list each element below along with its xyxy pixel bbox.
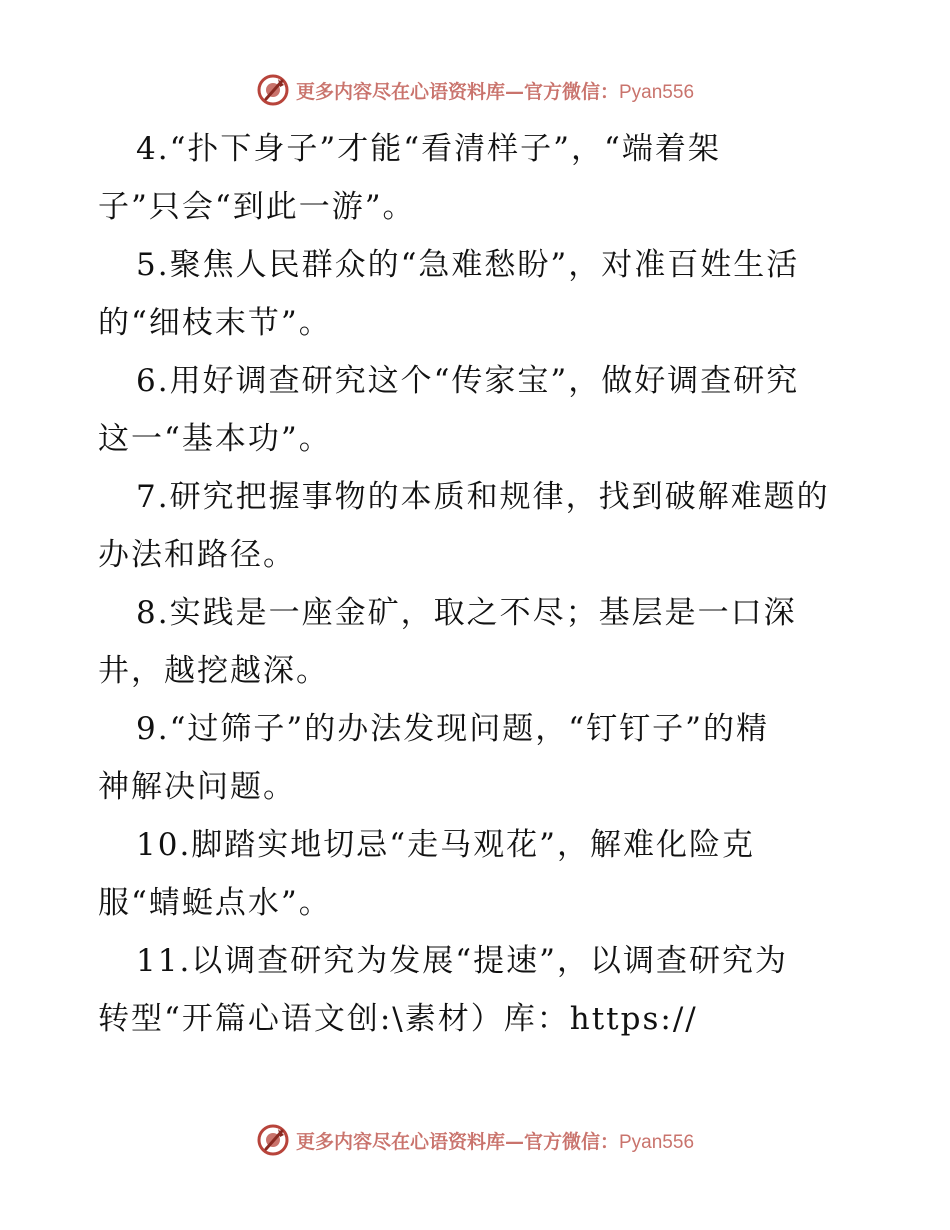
document-body [98,120,858,1048]
paragraph-6: 6.用好调查研究这个“传家宝”，做好调查研究 这一“基本功”。 [98,363,800,457]
banner-text: 更多内容尽在心语资料库—官方微信：Pyan556 [295,1130,695,1153]
paragraph-8: 8.实践是一座金矿，取之不尽；基层是一口深 井，越挖越深。 [98,595,797,689]
paragraph-11: 11.以调查研究为发展“提速”，以调查研究为 转型“开篇心语文创:\素材）库：https:// [98,943,788,1037]
logo-icon [256,73,290,107]
paragraph-5: 5.聚焦人民群众的“急难愁盼”，对准百姓生活 的“细枝末节”。 [98,247,800,341]
paragraph-10: 10.脚踏实地切忌“走马观花”，解难化险克 服“蜻蜓点水”。 [98,827,755,921]
banner-text: 更多内容尽在心语资料库—官方微信：Pyan556 [295,80,695,103]
logo-icon [256,1123,290,1157]
header-banner [0,70,950,110]
footer-banner [0,1120,950,1160]
wechat-id: Pyan556 [619,81,695,103]
paragraph-9: 9.“过筛子”的办法发现问题，“钉钉子”的精 神解决问题。 [98,711,769,805]
paragraph-7: 7.研究把握事物的本质和规律，找到破解难题的 办法和路径。 [98,479,830,573]
wechat-id: Pyan556 [619,1131,695,1153]
paragraph-4: 4.“扑下身子”才能“看清样子”，“端着架 子”只会“到此一游”。 [98,131,721,225]
